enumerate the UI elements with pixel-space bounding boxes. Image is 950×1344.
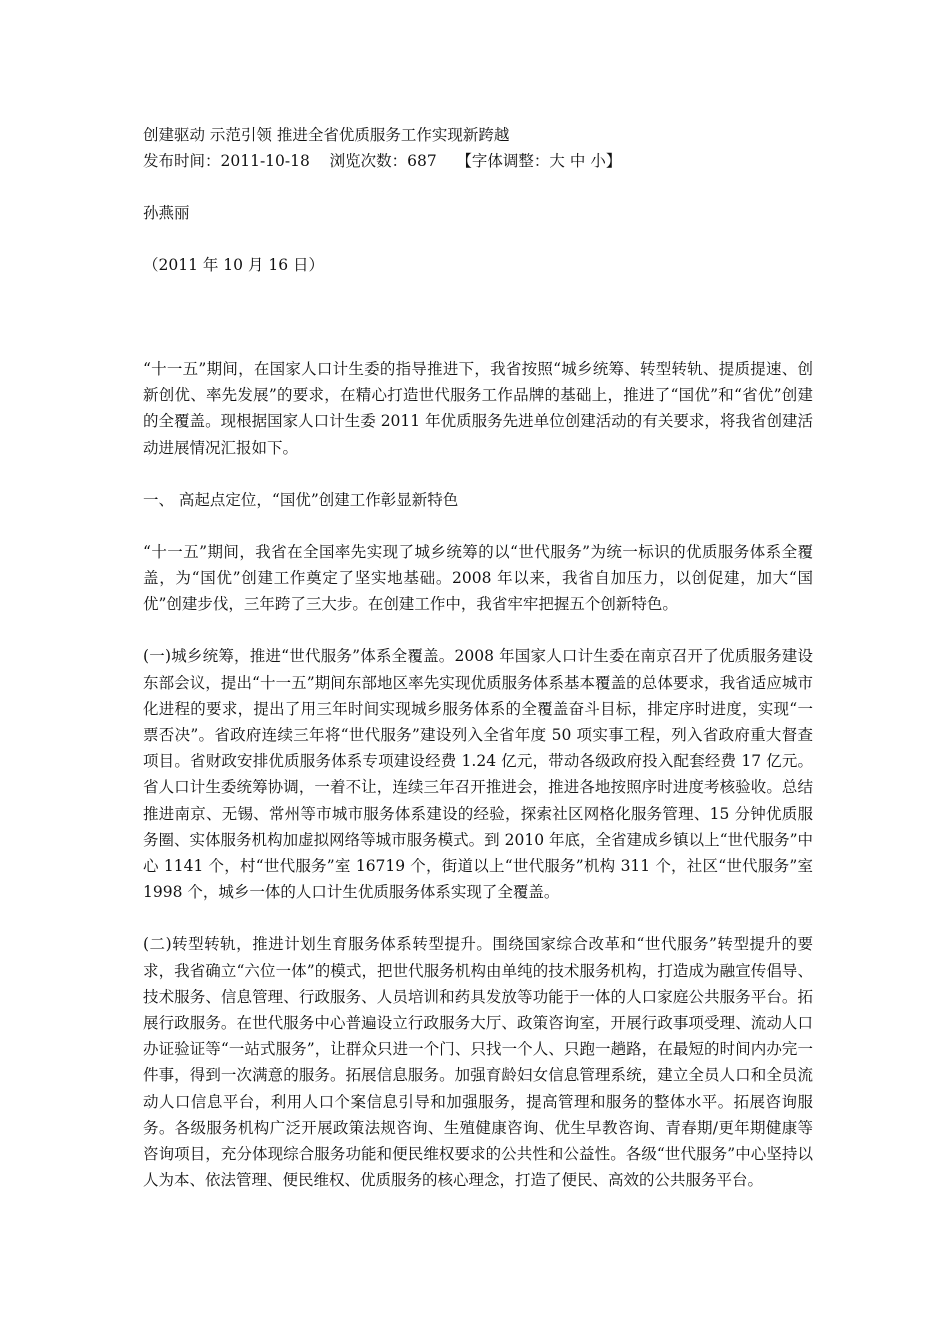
- article-title: 创建驱动 示范引领 推进全省优质服务工作实现新跨越: [143, 126, 510, 144]
- spacer: [143, 905, 813, 931]
- spacer: [143, 513, 813, 539]
- meta-spacer: [310, 152, 330, 170]
- publish-time: 发布时间：2011-10-18: [143, 152, 310, 170]
- spacer: [143, 174, 813, 200]
- article-author: 孙燕丽: [143, 204, 190, 222]
- spacer: [143, 226, 813, 252]
- document-page: [143, 122, 813, 1193]
- font-size-small-link[interactable]: 小: [590, 152, 606, 170]
- paragraph-point-1: (一)城乡统筹，推进“世代服务”体系全覆盖。2008 年国家人口计生委在南京召开了优质服务建设东部会议，提出“十一五”期间东部地区率先实现优质服务体系基本覆盖的总体要求，我省适应城市化进程的要求，提出了用三年时间实现城乡服务体系的全覆盖奋斗目标，排定序时进度，实现“一票否决”。省政府连续三年将“世代服务”建设列入全省年度 50 项实事工程，列入省政府重大督查项目。省财政安排优质服务体系专项建设经费 1.24 亿元，带动各级政府投入配套经费 17 亿元。省人口计生委统筹协调，一着不让，连续三年召开推进会，推进各地按照序时进度考核验收。总结推进南京、无锡、常州等市城市服务体系建设的经验，探索社区网格化服务管理、15 分钟优质服务圈、实体服务机构加虚拟网络等城市服务模式。到 2010 年底，全省建成乡镇以上“世代服务”中心 1141 个，村“世代服务”室 16719 个，街道以上“世代服务”机构 311 个，社区“世代服务”室 1998 个，城乡一体的人口计生优质服务体系实现了全覆盖。: [143, 647, 813, 902]
- paragraph-point-2: (二)转型转轨，推进计划生育服务体系转型提升。围绕国家综合改革和“世代服务”转型提升的要求，我省确立“六位一体”的模式，把世代服务机构由单纯的技术服务机构，打造成为融宣传倡导、技术服务、信息管理、行政服务、人员培训和药具发放等功能于一体的人口家庭公共服务平台。拓展行政服务。在世代服务中心普遍设立行政服务大厅、政策咨询室，开展行政事项受理、流动人口办证验证等“一站式服务”，让群众只进一个门、只找一个人、只跑一趟路，在最短的时间内办完一件事，得到一次满意的服务。拓展信息服务。加强育龄妇女信息管理系统，建立全员人口和全员流动人口信息平台，利用人口个案信息引导和加强服务，提高管理和服务的整体水平。拓展咨询服务。各级服务机构广泛开展政策法规咨询、生殖健康咨询、优生早教咨询、青春期/更年期健康等咨询项目，充分体现综合服务功能和便民维权要求的公共性和公益性。各级“世代服务”中心坚持以人为本、依法管理、便民维权、优质服务的核心理念，打造了便民、高效的公共服务平台。: [143, 935, 813, 1190]
- paragraph-section-intro: “十一五”期间，我省在全国率先实现了城乡统筹的以“世代服务”为统一标识的优质服务体系全覆盖，为“国优”创建工作奠定了坚实地基础。2008 年以来，我省自加压力，以创促建，加大“国优”创建步伐，三年跨了三大步。在创建工作中，我省牢牢把握五个创新特色。: [143, 542, 813, 614]
- article-meta: [143, 148, 813, 174]
- spacer: [143, 461, 813, 487]
- font-size-large-link[interactable]: 大: [549, 152, 565, 170]
- article-date: （2011 年 10 月 16 日）: [143, 256, 325, 274]
- font-size-medium-link[interactable]: 中: [569, 152, 586, 170]
- section-heading: 一、 高起点定位，“国优”创建工作彰显新特色: [143, 490, 459, 509]
- view-count: 浏览次数：687: [329, 152, 437, 170]
- meta-spacer: [437, 152, 457, 170]
- font-adjust-prefix: 【字体调整：: [456, 152, 550, 170]
- paragraph-intro: “十一五”期间，在国家人口计生委的指导推进下，我省按照“城乡统筹、转型转轨、提质提速、创新创优、率先发展”的要求，在精心打造世代服务工作品牌的基础上，推进了“国优”和“省优”创建的全覆盖。现根据国家人口计生委 2011 年优质服务先进单位创建活动的有关要求，将我省创建活动进展情况汇报如下。: [143, 360, 813, 457]
- spacer: [143, 617, 813, 643]
- spacer: [143, 278, 813, 356]
- font-adjust-suffix: 】: [605, 152, 622, 170]
